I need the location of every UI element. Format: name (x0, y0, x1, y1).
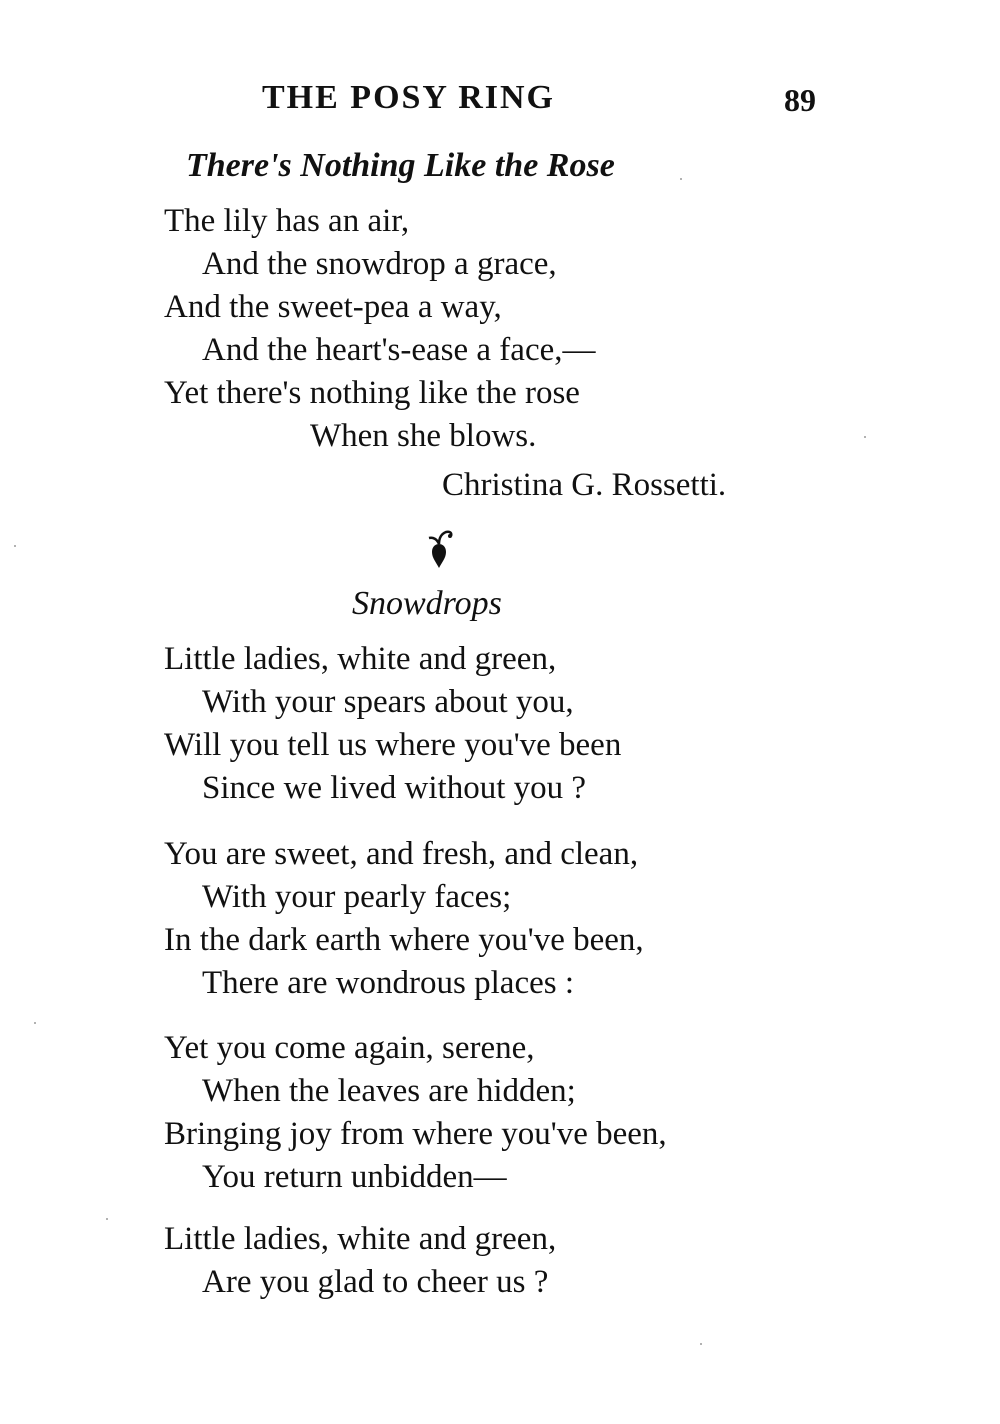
poem-stanza (164, 1218, 556, 1304)
poem-line: You are sweet, and fresh, and clean, (164, 836, 639, 872)
leaf-ornament-icon (424, 524, 454, 568)
poem-line: Yet there's nothing like the rose (164, 375, 580, 411)
poem-author: Christina G. Rossetti. (442, 467, 727, 503)
poem-line: Little ladies, white and green, (164, 641, 557, 677)
poem-line: Bringing joy from where you've been, (164, 1116, 667, 1152)
poem-line: When she blows. (310, 418, 537, 454)
poem-line: When the leaves are hidden; (202, 1073, 576, 1109)
poem-line: There are wondrous places : (202, 965, 575, 1001)
poem-title: There's Nothing Like the Rose (186, 147, 615, 184)
poem-line: In the dark earth where you've been, (164, 922, 644, 958)
scan-speck (700, 1343, 702, 1345)
poem-stanza (164, 200, 596, 458)
poem-line: And the sweet-pea a way, (164, 289, 502, 325)
poem-stanza (164, 638, 621, 810)
poem-line: With your pearly faces; (202, 879, 512, 915)
scan-speck (14, 545, 16, 547)
poem-line: Little ladies, white and green, (164, 1221, 557, 1257)
poem-line: You return unbidden— (202, 1159, 507, 1195)
poem-line: And the snowdrop a grace, (202, 246, 557, 282)
page-number: 89 (784, 82, 816, 118)
poem-stanza (164, 833, 644, 1005)
poem-stanza (164, 1027, 667, 1199)
poem-line: Are you glad to cheer us ? (202, 1264, 549, 1300)
scan-speck (106, 1218, 108, 1220)
scan-speck (680, 178, 682, 180)
running-head: THE POSY RING (262, 79, 556, 116)
scan-speck (864, 436, 866, 438)
scan-speck (34, 1022, 36, 1024)
poem-title: Snowdrops (352, 585, 502, 622)
poem-line: Yet you come again, serene, (164, 1030, 535, 1066)
poem-line: With your spears about you, (202, 684, 574, 720)
poem-line: And the heart's-ease a face,— (202, 332, 596, 368)
poem-line: Since we lived without you ? (202, 770, 587, 806)
poem-line: Will you tell us where you've been (164, 727, 622, 763)
poem-line: The lily has an air, (164, 203, 410, 239)
